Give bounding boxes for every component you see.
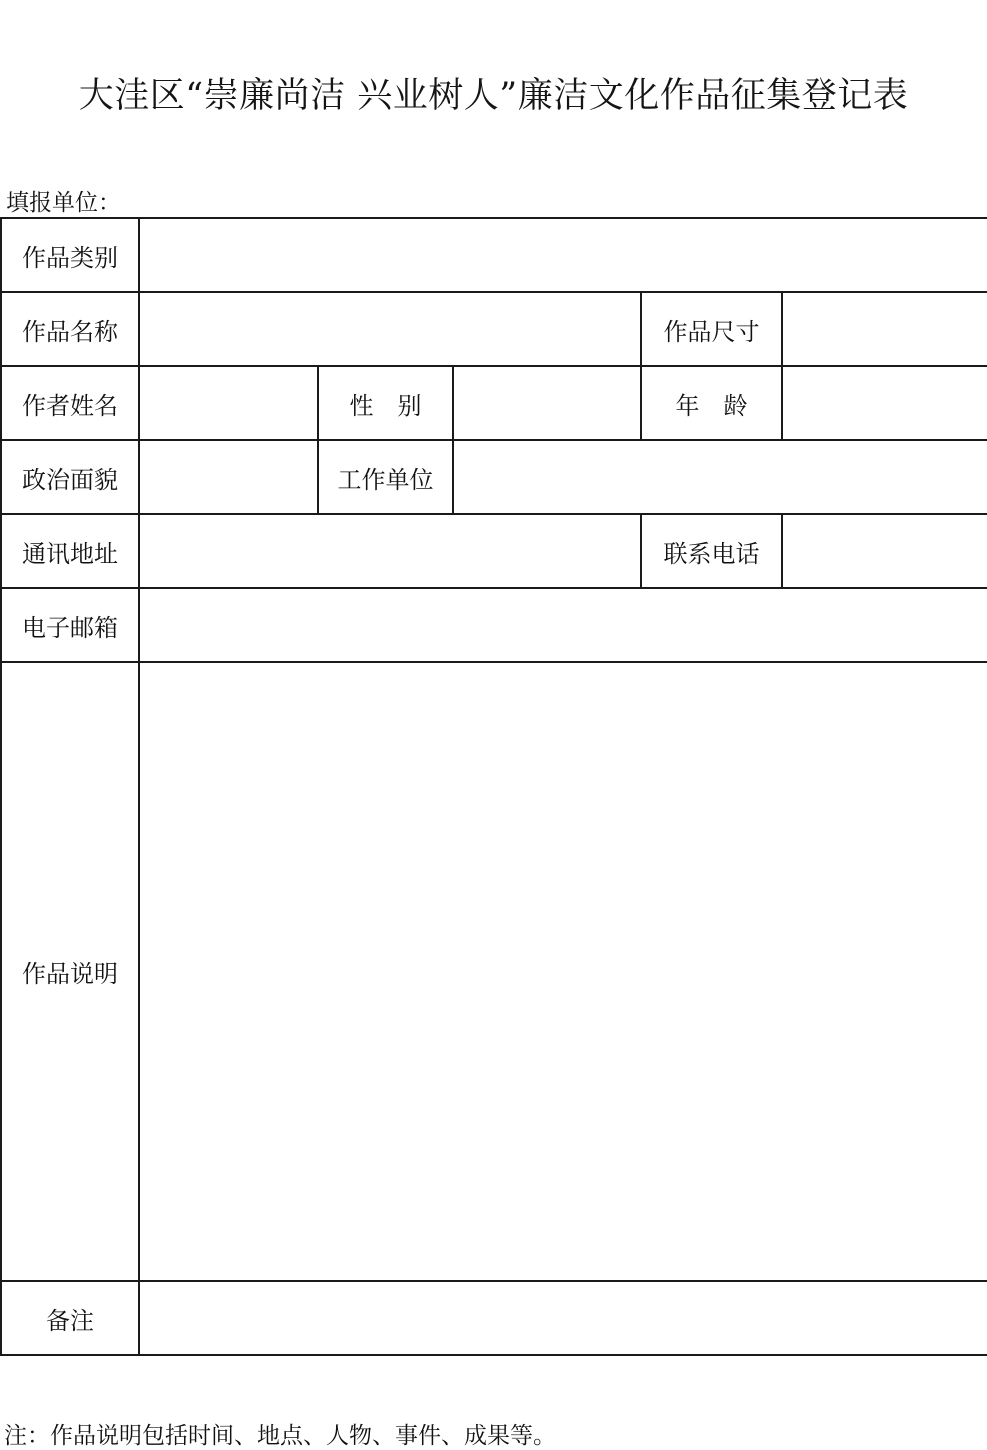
gender-field[interactable] bbox=[453, 366, 641, 440]
row-name-size bbox=[1, 292, 987, 366]
email-label: 电子邮箱 bbox=[1, 588, 139, 662]
political-status-field[interactable] bbox=[139, 440, 318, 514]
work-name-field[interactable] bbox=[139, 292, 641, 366]
author-name-label: 作者姓名 bbox=[1, 366, 139, 440]
gender-label: 性 别 bbox=[318, 366, 453, 440]
category-label: 作品类别 bbox=[1, 218, 139, 292]
work-name-label: 作品名称 bbox=[1, 292, 139, 366]
age-label: 年 龄 bbox=[641, 366, 782, 440]
address-field[interactable] bbox=[139, 514, 641, 588]
author-name-field[interactable] bbox=[139, 366, 318, 440]
political-status-label: 政治面貌 bbox=[1, 440, 139, 514]
row-author-gender-age bbox=[1, 366, 987, 440]
form-title: 大洼区“崇廉尚洁 兴业树人”廉洁文化作品征集登记表 bbox=[78, 76, 909, 116]
phone-field[interactable] bbox=[782, 514, 987, 588]
work-unit-field[interactable] bbox=[453, 440, 987, 514]
remark-label: 备注 bbox=[1, 1281, 139, 1355]
work-unit-label: 工作单位 bbox=[318, 440, 453, 514]
row-category bbox=[1, 218, 987, 292]
remark-field[interactable] bbox=[139, 1281, 987, 1355]
description-field[interactable] bbox=[139, 662, 987, 1281]
row-address-phone bbox=[1, 514, 987, 588]
address-label: 通讯地址 bbox=[1, 514, 139, 588]
row-description bbox=[1, 662, 987, 1281]
work-size-label: 作品尺寸 bbox=[641, 292, 782, 366]
row-email bbox=[1, 588, 987, 662]
description-label: 作品说明 bbox=[1, 662, 139, 1281]
registration-form-table bbox=[0, 217, 987, 1356]
footnote: 注：作品说明包括时间、地点、人物、事件、成果等。 bbox=[4, 1423, 556, 1449]
email-field[interactable] bbox=[139, 588, 987, 662]
row-remark bbox=[1, 1281, 987, 1355]
row-political-workunit bbox=[1, 440, 987, 514]
category-field[interactable] bbox=[139, 218, 987, 292]
fill-unit-label: 填报单位： bbox=[6, 190, 121, 216]
age-field[interactable] bbox=[782, 366, 987, 440]
phone-label: 联系电话 bbox=[641, 514, 782, 588]
work-size-field[interactable] bbox=[782, 292, 987, 366]
